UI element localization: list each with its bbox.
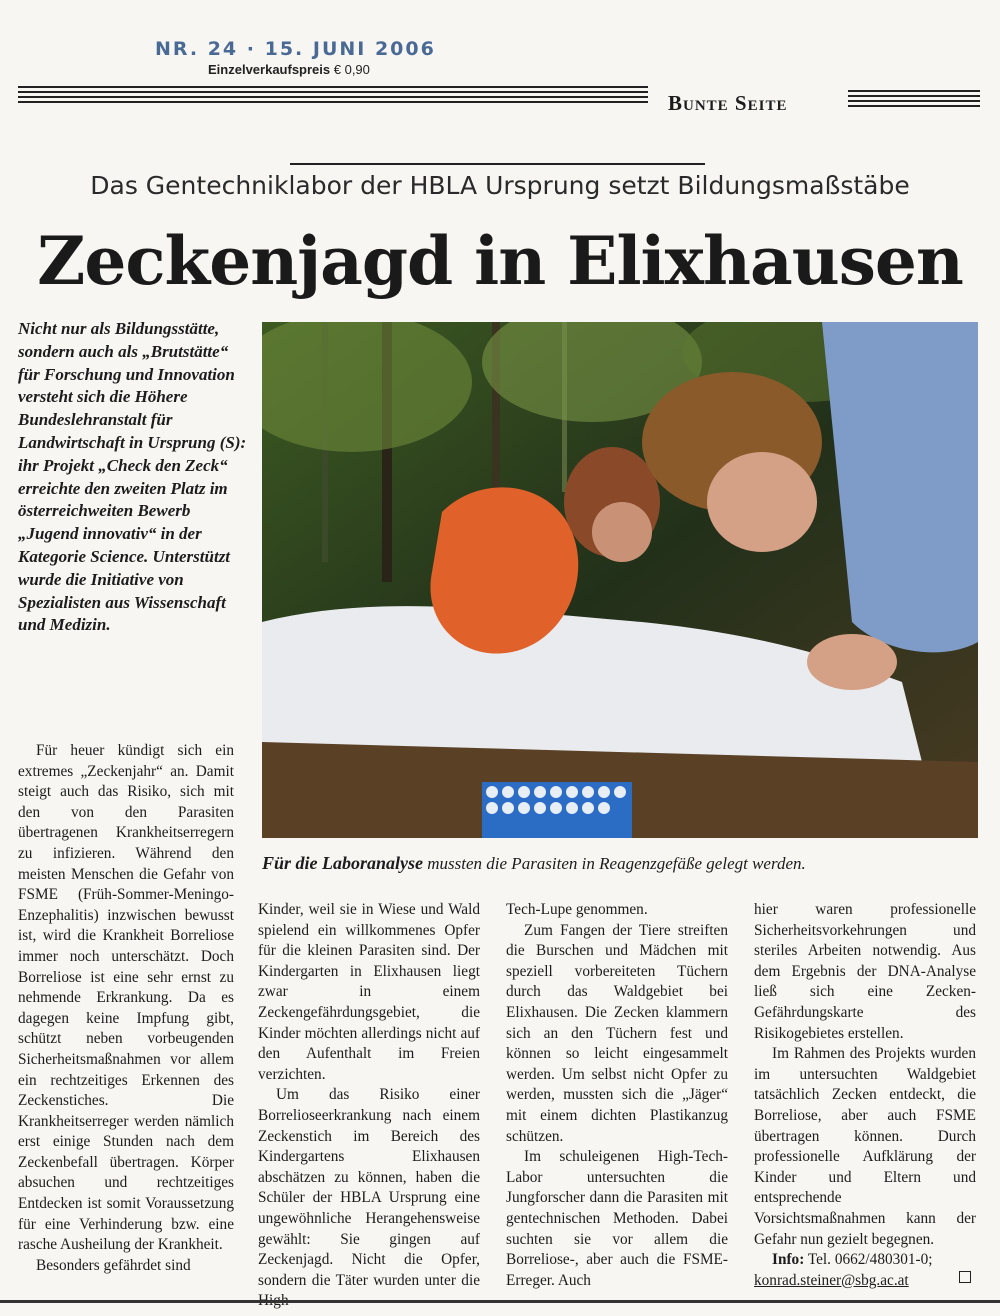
caption-bold: Für die Laboranalyse	[262, 853, 424, 873]
col1-para-2: Besonders gefährdet sind	[36, 1256, 191, 1274]
price-line	[208, 62, 370, 77]
col4-para-2: Im Rahmen des Projekts wurden im untersuchten Waldgebiet tatsächlich Zecken entdeckt, die Borreliose, aber auch FSME übertragen können. Durch professionelle Aufklärung der Kinder und Eltern und entsprechende Vorsichtsmaßnahmen kann der Gefahr nun gezielt begegnen.	[754, 1045, 976, 1248]
col1-para-1: Für heuer kündigt sich ein extremes „Zeckenjahr“ an. Damit steigt auch das Risiko, sich mit den von den Parasiten übertragenen Krankheitserregern zu infizieren. Während den meisten Menschen die Gefahr von FSME (Früh-Sommer-Meningo-Enzephalitis) inzwischen bewusst ist, wird die Krankheit Borreliose immer noch unterschätzt. Doch Borreliose ist eine sehr ernst zu nehmende Erkrankung. Da es dagegen keine Impfung gibt, schützt neben vorbeugenden Sicherheitsmaßnahmen vor allem ein rechtzeitiges Erkennen des Zeckenstiches. Die Krankheitserreger werden nämlich erst einige Stunden nach dem Zeckenbefall übertragen. Körper absuchen und rechtzeitiges Entdecken ist somit Voraussetzung für eine Verhinderung bzw. eine rasche Ausheilung der Krankheit.	[18, 742, 234, 1254]
info-email: konrad.steiner@sbg.ac.at	[754, 1271, 909, 1289]
article-photo	[262, 322, 978, 838]
info-label: Info:	[772, 1251, 805, 1269]
column-2	[258, 900, 480, 1312]
caption-text: mussten die Parasiten in Reagenzgefäße gelegt werden.	[427, 854, 806, 873]
section-title: Bunte Seite	[668, 91, 788, 115]
article-kicker: Das Gentechniklabor der HBLA Ursprung setzt Bildungsmaßstäbe	[90, 171, 910, 200]
issue-date: NR. 24 · 15. JUNI 2006	[155, 38, 436, 60]
column-3	[506, 900, 728, 1291]
end-of-article-box-icon	[959, 1271, 971, 1283]
column-1	[18, 741, 234, 1276]
article-lead: Nicht nur als Bildungsstätte, sondern auch als „Brutstätte“ für Forschung und Innovation versteht sich die Höhere Bundeslehranstalt für Landwirtschaft in Ursprung (S): ihr Projekt „Check den Zeck“ erreichte den zweiten Platz im österreichweiten Bewerb „Jugend innovativ“ in der Kategorie Science. Unterstützt wurde die Initiative von Spezialisten aus Wissenschaft und Medizin.	[18, 319, 247, 635]
masthead-rule-right	[848, 90, 980, 114]
price-value: € 0,90	[333, 62, 370, 77]
info-line	[754, 1250, 976, 1271]
photo-illustration	[262, 322, 978, 838]
col3-para-2: Zum Fangen der Tiere streiften die Burschen und Mädchen mit speziell vorbereiteten Tüchern durch das Waldgebiet bei Elixhausen. Die Zecken klammern sich an den Tüchern fest und können so leicht eingesammelt werden. Um selbst nicht Opfer zu werden, mussten sich die „Jäger“ mit einem dichten Plastikanzug schützen.	[506, 921, 728, 1145]
col2-para-2: Um das Risiko einer Borrelioseerkrankung nach einem Zeckenstich im Bereich des Kindergartens Elixhausen abschätzen zu können, haben die Schüler der HBLA Ursprung eine ungewöhnliche Herangehensweise gewählt: Sie gingen auf Zeckenjagd. Nicht die Opfer, sondern die Täter wurden unter die	[258, 1086, 480, 1289]
kicker-rule	[290, 163, 705, 165]
price-label: Einzelverkaufspreis	[208, 62, 331, 77]
col2-para-1: Kinder, weil sie in Wiese und Wald spielend ein willkommenes Opfer für die kleinen Parasiten sind. Der Kindergarten in Elixhausen liegt zwar in einem Zeckengefährdungsgebiet, die Kinder möchten allerdings nicht auf den Aufenthalt im Freien verzichten.	[258, 901, 480, 1083]
column-4	[754, 900, 976, 1291]
info-phone: Tel. 0662/480301-0;	[807, 1251, 933, 1269]
bottom-rule	[0, 1300, 1000, 1303]
photo-caption	[262, 853, 982, 874]
masthead-rule-left	[18, 86, 648, 110]
col4-para-1: hier waren professionelle Sicherheitsvorkehrungen und steriles Arbeiten notwendig. Aus dem Ergebnis der DNA-Analyse ließ sich eine Zecken-Gefährdungskarte des Risikogebietes erstellen.	[754, 901, 976, 1042]
col3-para-3: Im schuleigenen High-Tech-Labor untersuchten die Jungforscher dann die Parasiten mit gentechnischen Methoden. Dabei suchten sie vor allem die Borreliose-, aber auch die FSME-Erreger. Auch	[506, 1148, 728, 1289]
col3-para-1: Tech-Lupe genommen.	[506, 901, 648, 918]
article-headline: Zeckenjagd in Elixhausen	[37, 222, 963, 300]
